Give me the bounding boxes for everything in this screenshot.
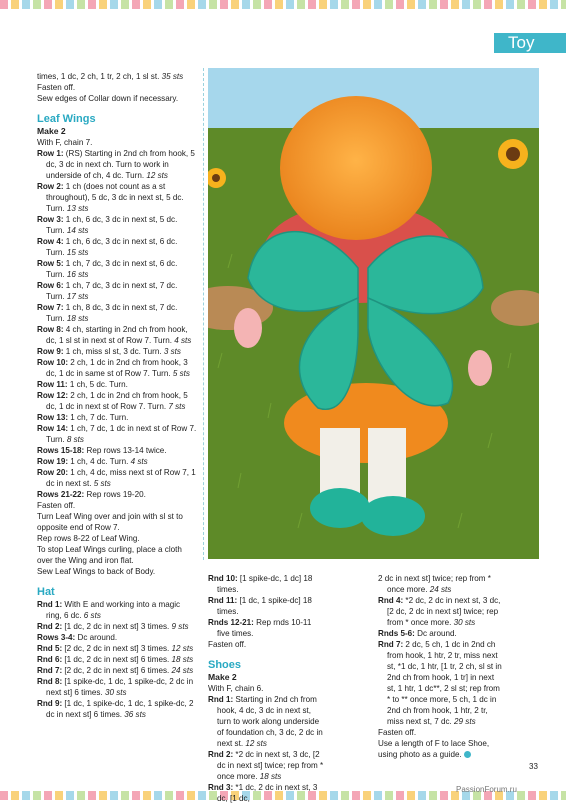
page-number: 33 (529, 762, 538, 771)
row-text: Rep rows 19-20. (84, 490, 146, 499)
pattern-row (37, 379, 197, 390)
stitch-count: 14 sts (66, 226, 89, 235)
pattern-row (378, 573, 503, 595)
instruction-line: Sew Leaf Wings to back of Body. (37, 567, 156, 576)
row-text: times, 1 dc, 2 ch, 1 tr, 2 ch, 1 sl st. (37, 72, 162, 81)
doll-shoe-left (310, 488, 370, 528)
instruction-line: To stop Leaf Wings curling, place a cloth over the Wing and iron flat. (37, 545, 182, 565)
crochet-doll-illustration (208, 68, 539, 559)
instruction-line: Turn Leaf Wing over and join with sl st to opposite end of Row 7. (37, 512, 183, 532)
row-label: Rnd 2: (208, 750, 234, 759)
pattern-row (37, 302, 197, 324)
column-bottom-1 (208, 573, 326, 804)
row-label: Row 8: (37, 325, 64, 334)
row-label: Rnd 1: (37, 600, 63, 609)
row-text: With E and working into a magic ring, 6 dc. (46, 600, 181, 620)
collar-finish-text (37, 71, 197, 104)
stitch-count: 3 sts (163, 347, 181, 356)
row-label: Row 9: (37, 347, 64, 356)
row-text: Fasten off. (37, 83, 76, 92)
row-text: *2 dc in next st, 3 dc, [2 dc in next st] twice; rep from * once more. (217, 750, 324, 781)
stitch-count: 24 sts (429, 585, 452, 594)
row-text: Starting in 2nd ch from hook, 4 dc, 3 dc in next st, turn to work along underside of foundation ch, 3 dc, 2 dc in next st. (217, 695, 323, 748)
stitch-count: 6 sts (83, 611, 101, 620)
pattern-row (208, 617, 326, 639)
row-label: Rnd 8: (37, 677, 63, 686)
watermark: PassionForum.ru (456, 785, 517, 794)
row-label: Row 11: (37, 380, 68, 389)
instruction-line (37, 71, 197, 82)
row-text: 1 ch, 4 dc, miss next st of Row 7, 1 dc in next st. (46, 468, 196, 488)
instruction-line: Fasten off. (37, 501, 76, 510)
row-label: Rnd 10: (208, 574, 238, 583)
doll-leg-right (368, 428, 406, 503)
pattern-row (37, 236, 197, 258)
hat-heading: Hat (37, 586, 55, 598)
row-text: (RS) Starting in 2nd ch from hook, 5 dc, 3 dc in next ch. Turn to work in underside of ch, 4 dc. Turn. (46, 149, 195, 180)
doll-arm-right (468, 350, 492, 386)
stitch-count: 18 sts (66, 314, 89, 323)
row-label: Row 19: (37, 457, 69, 466)
pattern-row (37, 698, 197, 720)
instruction-line (37, 93, 197, 104)
row-text: 1 ch, 7 dc, 3 dc in next st, 6 dc. Turn. (46, 259, 178, 279)
stitch-count: 18 sts (259, 772, 282, 781)
row-text: 1 ch, 6 dc, 3 dc in next st, 5 dc. Turn. (46, 215, 178, 235)
row-label: Rnd 3: (208, 783, 234, 792)
pattern-row (208, 694, 326, 749)
pattern-row (208, 573, 326, 595)
row-label: Row 6: (37, 281, 64, 290)
stitch-count: 13 sts (66, 204, 89, 213)
doll-shoe-right (361, 496, 425, 536)
row-text: *1 dc, 2 dc in next st, 3 dc, [1 dc, (217, 783, 318, 803)
shoes-make: Make 2 (208, 672, 237, 682)
row-label: Rnd 2: (37, 622, 63, 631)
pattern-row (37, 654, 197, 665)
row-text: Rep rnds 10-11 five times. (217, 618, 312, 638)
row-text: Sew edges of Collar down if necessary. (37, 94, 179, 103)
row-label: Rows 3-4: (37, 633, 76, 642)
pattern-row (208, 749, 326, 782)
leaf-wings-start: With F, chain 7. (37, 138, 93, 147)
section-tag: Toy (494, 33, 566, 53)
pattern-row (37, 258, 197, 280)
row-text: 2 ch, 1 dc in 2nd ch from hook, 5 dc, 1 dc in next st of Row 7. Turn. (46, 391, 188, 411)
stitch-count: 12 sts (146, 171, 168, 180)
stitch-count: 36 sts (124, 710, 146, 719)
stitch-count: 29 sts (454, 717, 476, 726)
end-marker-icon (464, 751, 471, 758)
leaf-wings-finish (37, 500, 197, 577)
row-text: [1 spike-dc, 1 dc, 1 spike-dc, 2 dc in next st] 6 times. (46, 677, 194, 697)
stitch-count: 35 sts (161, 72, 184, 81)
row-text: 2 ch, 1 dc in 2nd ch from hook, 3 dc, 1 dc in same st of Row 7. Turn. (46, 358, 188, 378)
row-label: Row 1: (37, 149, 64, 158)
pattern-row (37, 489, 197, 500)
top-stripe-border (0, 0, 566, 9)
row-text: Rep rows 13-14 twice. (84, 446, 167, 455)
stitch-count: 18 sts (171, 655, 194, 664)
leaf-wings-heading: Leaf Wings (37, 113, 96, 125)
leaf-wings-make: Make 2 (37, 126, 66, 136)
stitch-count: 30 sts (104, 688, 127, 697)
stitch-count: 16 sts (66, 270, 89, 279)
row-text: [1 dc, 2 dc in next st] 3 times. (62, 622, 172, 631)
pattern-row (37, 621, 197, 632)
pattern-row (37, 148, 197, 181)
stitch-count: 7 sts (168, 402, 186, 411)
row-text: 2 dc in next st] twice; rep from * once more. (378, 574, 491, 594)
stitch-count: 5 sts (172, 369, 190, 378)
stitch-count: 12 sts (245, 739, 267, 748)
row-text: [1 dc, 1 spike-dc] 18 times. (217, 596, 312, 616)
row-label: Row 14: (37, 424, 69, 433)
row-label: Row 2: (37, 182, 64, 191)
row-text: Dc around. (75, 633, 118, 642)
row-label: Rnds 5-6: (378, 629, 415, 638)
row-label: Rnd 4: (378, 596, 404, 605)
instruction-line: Fasten off. (378, 728, 417, 737)
row-text: [1 dc, 1 spike-dc, 1 dc, 1 spike-dc, 2 dc in next st] 6 times. (46, 699, 194, 719)
pattern-row (37, 346, 197, 357)
stitch-count: 4 sts (174, 336, 192, 345)
row-label: Rnd 7: (37, 666, 63, 675)
hat-fasten: Fasten off. (208, 640, 247, 649)
stitch-count: 9 sts (171, 622, 189, 631)
shoes-start: With F, chain 6. (208, 684, 264, 693)
row-text: 1 ch, miss sl st, 3 dc. Turn. (63, 347, 164, 356)
column-bottom-2 (378, 573, 503, 760)
row-label: Rnd 1: (208, 695, 234, 704)
pattern-row (37, 643, 197, 654)
row-text: 1 ch, 5 dc. Turn. (67, 380, 128, 389)
row-text: Dc around. (414, 629, 457, 638)
row-text: [1 spike-dc, 1 dc] 18 times. (217, 574, 313, 594)
row-text: 1 ch, 7 dc, 1 dc in next st of Row 7. Turn. (46, 424, 197, 444)
row-label: Row 13: (37, 413, 69, 422)
pattern-row (37, 181, 197, 214)
hat-rows-continued (208, 573, 326, 639)
pattern-row (37, 467, 197, 489)
doll-leg-left (320, 428, 360, 498)
row-label: Row 5: (37, 259, 64, 268)
row-text: [1 dc, 2 dc in next st] 6 times. (62, 655, 172, 664)
pattern-row (37, 445, 197, 456)
row-text: 2 dc, 5 ch, 1 dc in 2nd ch from hook, 1 htr, 2 tr, miss next st, *1 dc, 1 htr, [1 tr, 2 ch, sl st in 2nd ch from hook, 1 tr] in next st, 1 htr, 1 dc**, 2 sl st; rep from * to ** once more, 5 ch, 1 dc in 2nd ch from hook, 1 htr, 2 tr, miss next st, 7 dc. (387, 640, 502, 726)
row-label: Row 3: (37, 215, 64, 224)
row-label: Rows 21-22: (37, 490, 85, 499)
pattern-row (37, 324, 197, 346)
pattern-row (208, 782, 326, 804)
pattern-row (37, 456, 197, 467)
row-label: Row 12: (37, 391, 69, 400)
row-label: Rnd 11: (208, 596, 238, 605)
row-label: Rnd 6: (37, 655, 63, 664)
row-text: *2 dc, 2 dc in next st, 3 dc, [2 dc, 2 dc in next st] twice; rep from * once more. (387, 596, 501, 627)
pattern-row (37, 599, 197, 621)
row-text: 4 ch, starting in 2nd ch from hook, dc, 1 sl st in next st of Row 7. Turn. (46, 325, 188, 345)
stitch-count: 17 sts (66, 292, 89, 301)
stitch-count: 30 sts (453, 618, 476, 627)
row-text: [2 dc, 2 dc in next st] 6 times. (62, 666, 172, 675)
column-left (37, 71, 197, 720)
stitch-count: 4 sts (130, 457, 148, 466)
pattern-row (37, 665, 197, 676)
row-label: Rnd 9: (37, 699, 63, 708)
row-label: Rnd 5: (37, 644, 63, 653)
stitch-count: 24 sts (171, 666, 194, 675)
row-label: Rows 15-18: (37, 446, 85, 455)
pattern-row (37, 412, 197, 423)
row-label: Row 20: (37, 468, 69, 477)
row-text: 1 ch, 7 dc, 3 dc in next st, 7 dc. Turn. (46, 281, 178, 301)
instruction-line (37, 82, 197, 93)
shoes-rows-continued (378, 573, 503, 727)
instruction-line: Use a length of F to lace Shoe, using photo as a guide. (378, 739, 490, 759)
stitch-count: 5 sts (93, 479, 111, 488)
pattern-row (378, 639, 503, 727)
shoes-rows (208, 694, 326, 804)
row-text: 1 ch, 7 dc. Turn. (68, 413, 129, 422)
row-text: [2 dc, 2 dc in next st] 3 times. (62, 644, 172, 653)
doll-hat (280, 96, 432, 240)
row-label: Row 7: (37, 303, 64, 312)
pattern-row (378, 628, 503, 639)
doll-photo (208, 68, 539, 559)
row-label: Row 4: (37, 237, 64, 246)
pattern-row (208, 595, 326, 617)
row-label: Rnds 12-21: (208, 618, 254, 627)
row-label: Row 10: (37, 358, 69, 367)
row-text: 1 ch, 4 dc. Turn. (68, 457, 131, 466)
leaf-wings-rows (37, 148, 197, 500)
stitch-count: 15 sts (66, 248, 89, 257)
shoes-heading: Shoes (208, 659, 242, 671)
row-label: Rnd 7: (378, 640, 404, 649)
pattern-row (37, 280, 197, 302)
row-text: 1 ch, 8 dc, 3 dc in next st, 7 dc. Turn. (46, 303, 178, 323)
pattern-row (37, 632, 197, 643)
stitch-count: 12 sts (171, 644, 194, 653)
hat-rows (37, 599, 197, 720)
shoes-finish (378, 727, 503, 760)
row-text: 1 ch, 6 dc, 3 dc in next st, 6 dc. Turn. (46, 237, 178, 257)
sunflower-icon (498, 139, 528, 169)
pattern-row (37, 676, 197, 698)
pattern-row (37, 390, 197, 412)
row-text: 1 ch (does not count as a st throughout), 5 dc, 3 dc in next st, 5 dc. Turn. (46, 182, 184, 213)
pattern-row (37, 357, 197, 379)
stitch-count: 8 sts (66, 435, 84, 444)
pattern-row (37, 214, 197, 236)
pattern-row (378, 595, 503, 628)
instruction-line: Rep rows 8-22 of Leaf Wing. (37, 534, 140, 543)
doll-arm-left (234, 308, 262, 348)
pattern-row (37, 423, 197, 445)
column-divider (203, 68, 204, 560)
